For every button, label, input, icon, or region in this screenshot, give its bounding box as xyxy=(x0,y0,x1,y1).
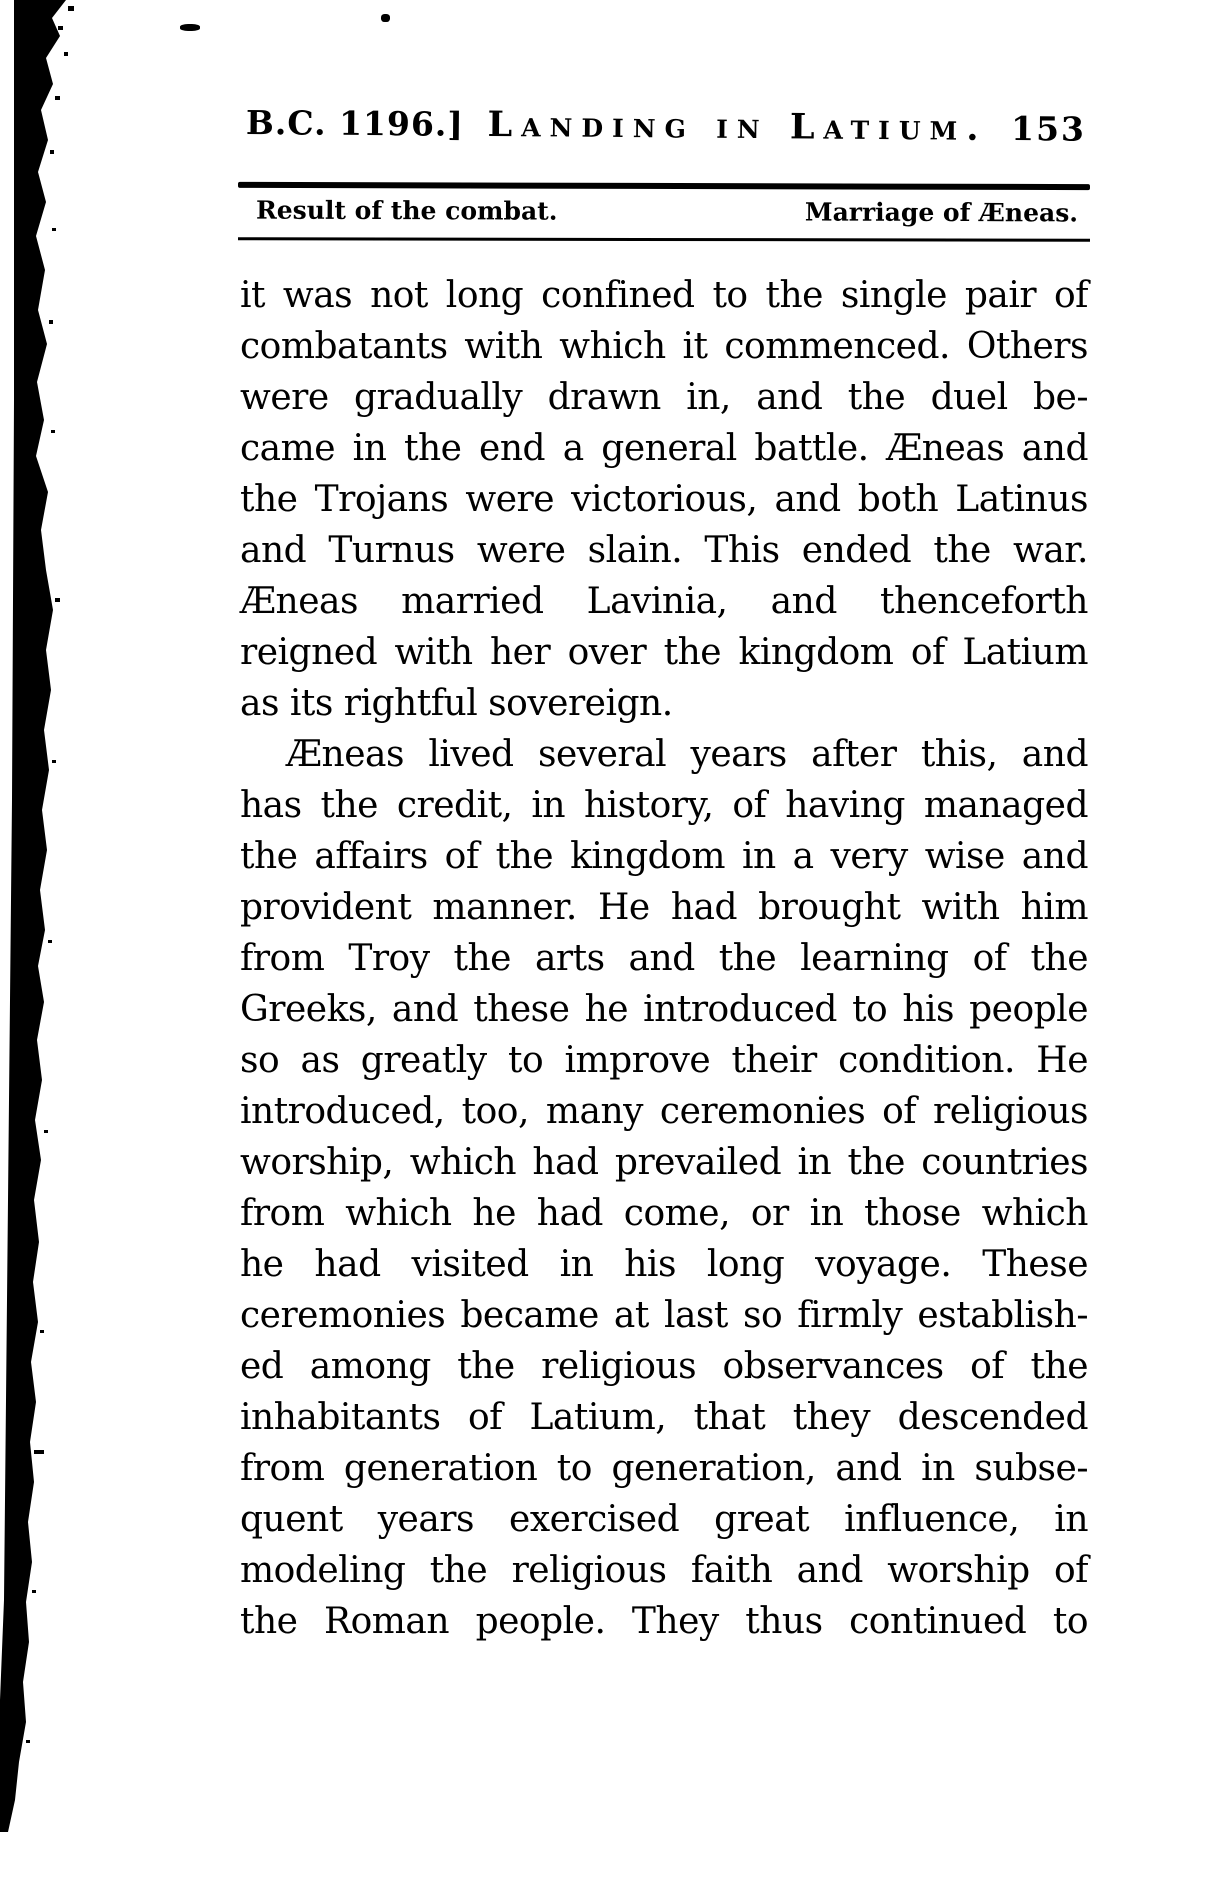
body-line: and Turnus were slain. This ended the war. xyxy=(240,530,1088,571)
body-line: the Roman people. They thus continued to xyxy=(240,1601,1088,1642)
body-line: combatants with which it commenced. Others xyxy=(240,326,1088,367)
body-line: quent years exercised great influence, in xyxy=(240,1499,1088,1540)
body-line: he had visited in his long voyage. These xyxy=(240,1244,1088,1285)
running-header xyxy=(240,102,1088,150)
body-line: the Trojans were victorious, and both Latinus xyxy=(240,479,1088,520)
body-line: Greeks, and these he introduced to his people xyxy=(240,989,1088,1030)
body-line: ed among the religious observances of the xyxy=(240,1346,1088,1387)
body-line: ceremonies became at last so firmly establish- xyxy=(240,1295,1088,1336)
header-rule-thin xyxy=(238,237,1090,241)
body-line: modeling the religious faith and worship of xyxy=(240,1550,1088,1591)
body-line: reigned with her over the kingdom of Latium xyxy=(240,632,1088,673)
section-subheader xyxy=(240,196,1088,228)
body-text xyxy=(240,270,1088,1647)
body-line: from which he had come, or in those which xyxy=(240,1193,1088,1234)
body-line: came in the end a general battle. Æneas and xyxy=(240,428,1088,469)
body-line: as its rightful sovereign. xyxy=(240,683,673,724)
page-number: 153 xyxy=(1010,109,1087,149)
era-label: B.C. 1196.] xyxy=(245,103,465,144)
body-line: were gradually drawn in, and the duel be- xyxy=(240,377,1088,418)
subheader-right: Marriage of Æneas. xyxy=(804,197,1079,228)
ink-speck xyxy=(180,24,200,31)
scan-edge-artifact xyxy=(0,0,100,1885)
header-rule-thick xyxy=(238,182,1090,190)
page-title: Landing in Latium. xyxy=(487,103,988,149)
body-line: has the credit, in history, of having managed xyxy=(240,785,1088,826)
body-line: it was not long confined to the single pair of xyxy=(240,275,1088,316)
body-line: Æneas lived several years after this, and xyxy=(286,734,1088,775)
body-line: Æneas married Lavinia, and thenceforth xyxy=(240,581,1088,622)
body-line: from generation to generation, and in subse- xyxy=(240,1448,1088,1489)
body-line: from Troy the arts and the learning of the xyxy=(240,938,1088,979)
body-line: the affairs of the kingdom in a very wise and xyxy=(240,836,1088,877)
ink-speck xyxy=(381,14,390,22)
body-line: provident manner. He had brought with him xyxy=(240,887,1088,928)
body-line: so as greatly to improve their condition. He xyxy=(240,1040,1088,1081)
body-line: introduced, too, many ceremonies of religious xyxy=(240,1091,1088,1132)
body-line: worship, which had prevailed in the countries xyxy=(240,1142,1088,1183)
body-line: inhabitants of Latium, that they descended xyxy=(240,1397,1088,1438)
subheader-left: Result of the combat. xyxy=(255,195,558,226)
